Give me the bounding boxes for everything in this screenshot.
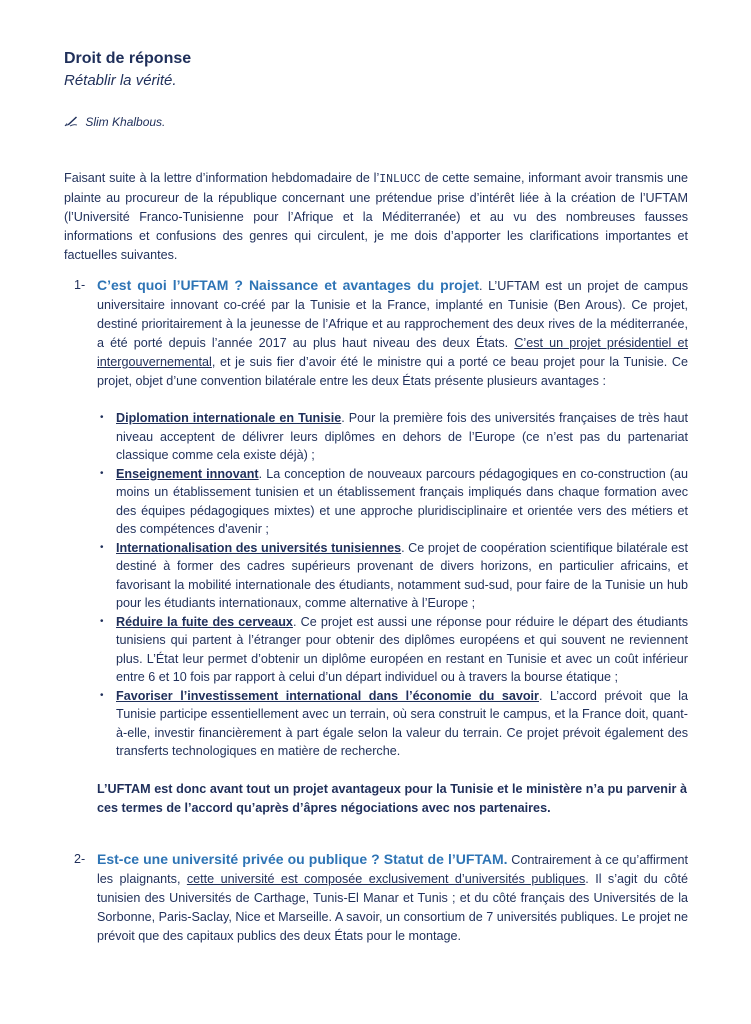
intro-paragraph — [64, 169, 688, 265]
list-item — [100, 465, 688, 539]
advantage-text: . Ce projet est aussi une réponse pour réduire le départ des étudiants tunisiens qui partent à l’étranger pour obtenir des diplômes européens et qui souvent ne reviennent plus. L’État leur permet d’obtenir un diplôme européen en restant en Tunisie et avec un coût inférieur entre 6 et 10 fois par rapport à celui d’un départ individuel ou à travers la bourse étatique ; — [116, 614, 688, 684]
intro-org-name: INLUCC — [379, 173, 421, 186]
section-1-body — [97, 276, 688, 391]
advantage-title: Réduire la fuite des cerveaux — [116, 614, 293, 629]
section-1-text-b: , et je suis fier d’avoir été le ministre qui a porté ce beau projet pour la Tunisie. Ce projet, objet d’une convention bilatérale entre les deux États présente plusieurs avantages : — [97, 355, 688, 388]
section-1 — [64, 276, 688, 391]
advantage-title: Enseignement innovant — [116, 466, 259, 481]
section-2-text-b: . Il s’agit du côté tunisien des Universités de Carthage, Tunis-El Manar et Tunis ; et du côté français des Universités de la Sorbonne, Paris-Saclay, Nice et Marseille. A savoir, un consortium de 7 universités publiques. Le projet ne prévoit que des capitaux publics des deux États pour le montage. — [97, 872, 688, 943]
section-1-heading: C’est quoi l’UFTAM ? Naissance et avantages du projet — [97, 277, 480, 293]
advantage-text: . La conception de nouveaux parcours pédagogiques en co-construction (au moins un établissement tunisien et un établissement français impliqués dans chaque formation avec des équipes pédagogiques mixtes) et une approche pluridisciplinaire et orientée vers des métiers et des compétences d'avenir ; — [116, 466, 688, 536]
bullet-icon: • — [100, 615, 104, 627]
list-item — [100, 409, 688, 465]
advantages-list — [64, 409, 688, 761]
section-1-number: 1- — [74, 278, 86, 292]
writing-hand-icon — [64, 115, 82, 129]
advantage-title: Internationalisation des universités tunisiennes — [116, 540, 402, 555]
section-2-text-a: Contrairement à ce qu’affirment les plaignants, — [97, 853, 688, 886]
intro-text-end: de cette semaine, informant avoir transmis une plainte au procureur de la république concernant une prétendue prise d’intérêt liée à la création de l’UFTAM (l’Université Franco-Tunisienne pour l’Afrique et la Méditerranée) et au vu des nombreuses fausses informations et confusions des genres qui circulent, je me dois d’apporter les clarifications importantes et factuelles suivantes. — [64, 171, 688, 262]
section-2-underlined: cette université est composée exclusivement d’universités publiques — [186, 872, 586, 886]
list-item — [100, 687, 689, 761]
section-2 — [64, 850, 688, 946]
advantage-text: . Pour la première fois des universités françaises de très haut niveau acceptent de délivrer leurs diplômes en dehors de l’Europe (ce n’est pas du partenariat classique comme cela existe déjà) ; — [116, 411, 688, 462]
intro-text-start: Faisant suite à la lettre d’information hebdomadaire de l’ — [64, 171, 380, 185]
advantage-title: Diplomation internationale en Tunisie — [116, 411, 342, 425]
document-title: Droit de réponse — [64, 50, 192, 67]
section-2-number: 2- — [74, 852, 86, 866]
section-1-conclusion: L’UFTAM est donc avant tout un projet avantageux pour la Tunisie et le ministère n’a pu parvenir à ces termes de l’accord qu’après d’âpres négociations avec nos partenaires. — [97, 782, 687, 815]
section-2-body — [97, 850, 688, 946]
bullet-icon: • — [100, 541, 104, 553]
author-name: Slim Khalbous. — [85, 115, 166, 129]
author-line — [64, 115, 165, 129]
advantage-text: . L’accord prévoit que la Tunisie participe essentiellement avec un terrain, où sera construit le campus, et la France doit, quant-à-elle, investir financièrement à part égale selon la valeur du terrain. Ce projet prévoit également des transferts technologiques en matière de recherche. — [116, 688, 689, 758]
section-1-underlined: C’est un projet présidentiel et intergouvernemental — [97, 336, 688, 369]
section-2-heading: Est-ce une université privée ou publique ? Statut de l’UFTAM. — [97, 851, 508, 867]
bullet-icon: • — [100, 412, 104, 423]
section-1-text-a: . L’UFTAM est un projet de campus universitaire innovant co-créé par la Tunisie et la France, implanté en Tunisie (Ben Arous). Ce projet, destiné prioritairement à la jeunesse de l’Afrique et au rapprochement des deux rives de la méditerranée, a été porté depuis l’année 2017 au plus haut niveau des deux États. — [97, 279, 688, 350]
list-item — [100, 539, 688, 613]
bullet-icon: • — [100, 689, 104, 701]
list-item — [100, 613, 688, 687]
advantage-text: . Ce projet de coopération scientifique bilatérale est destiné à former des cadres supérieurs provenant de divers horizons, en particulier africains, et favorisant la mobilité internationale des étudiants, notamment sud-sud, pour faire de la Tunisie un hub pour les étudiants internationaux, comme alternative à l’Europe ; — [116, 540, 688, 610]
advantage-title: Favoriser l’investissement international dans l’économie du savoir — [116, 688, 539, 703]
bullet-icon: • — [100, 467, 104, 479]
document-subtitle: Rétablir la vérité. — [64, 72, 177, 89]
